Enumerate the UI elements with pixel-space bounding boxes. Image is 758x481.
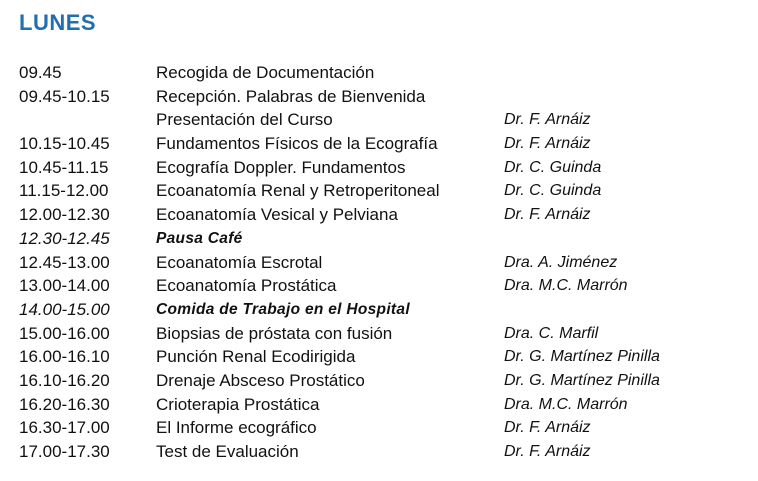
- time-slot: 12.45-13.00: [19, 252, 110, 272]
- schedule-row: [19, 274, 739, 298]
- break-title: Comida de Trabajo en el Hospital: [156, 300, 410, 318]
- schedule-row: [19, 251, 739, 275]
- session-title: Presentación del Curso: [156, 110, 333, 130]
- time-slot: 14.00-15.00: [19, 299, 110, 319]
- speaker-name: Dr. C. Guinda: [504, 158, 602, 176]
- time-slot: 16.00-16.10: [19, 347, 110, 367]
- break-title: Pausa Café: [156, 229, 243, 247]
- time-slot: 16.20-16.30: [19, 394, 110, 414]
- time-slot: 16.10-16.20: [19, 370, 110, 390]
- session-title: Ecoanatomía Prostática: [156, 276, 337, 296]
- time-slot: 11.15-12.00: [19, 181, 109, 201]
- time-slot: 17.00-17.30: [19, 442, 110, 461]
- schedule-row: [19, 393, 739, 417]
- time-slot: 12.00-12.30: [19, 205, 110, 225]
- session-title: Fundamentos Físicos de la Ecografía: [156, 134, 438, 154]
- schedule-row: [19, 61, 739, 85]
- schedule-list: [19, 61, 739, 464]
- time-slot: 13.00-14.00: [19, 276, 110, 296]
- session-title: Ecoanatomía Vesical y Pelviana: [156, 205, 398, 225]
- speaker-name: Dr. C. Guinda: [504, 182, 602, 200]
- session-title: Punción Renal Ecodirigida: [156, 347, 356, 367]
- speaker-name: Dr. G. Martínez Pinilla: [504, 348, 660, 366]
- session-title: Test de Evaluación: [156, 442, 299, 461]
- schedule-break-row: [19, 227, 739, 251]
- session-title: Crioterapia Prostática: [156, 394, 320, 414]
- speaker-name: Dra. M.C. Marrón: [504, 395, 628, 413]
- schedule-row: [19, 108, 739, 132]
- time-slot: 09.45-10.15: [19, 86, 110, 106]
- speaker-name: Dr. F. Arnáiz: [504, 419, 591, 437]
- schedule-row: [19, 179, 739, 203]
- time-slot: 15.00-16.00: [19, 323, 110, 343]
- schedule-row: [19, 85, 739, 109]
- schedule-row: [19, 322, 739, 346]
- speaker-name: Dra. C. Marfil: [504, 324, 599, 342]
- speaker-name: Dr. F. Arnáiz: [504, 206, 591, 224]
- speaker-name: Dr. F. Arnáiz: [504, 111, 591, 129]
- schedule-row: [19, 132, 739, 156]
- schedule-break-row: [19, 298, 739, 322]
- session-title: Drenaje Absceso Prostático: [156, 370, 365, 390]
- time-slot: 09.45: [19, 63, 62, 82]
- speaker-name: Dr. F. Arnáiz: [504, 443, 591, 460]
- time-slot: 16.30-17.00: [19, 418, 110, 438]
- speaker-name: Dr. G. Martínez Pinilla: [504, 371, 660, 389]
- schedule-row: [19, 369, 739, 393]
- session-title: Ecoanatomía Renal y Retroperitoneal: [156, 181, 440, 201]
- schedule-row: [19, 156, 739, 180]
- session-title: Ecografía Doppler. Fundamentos: [156, 157, 406, 177]
- session-title: El Informe ecográfico: [156, 418, 317, 438]
- session-title: Recepción. Palabras de Bienvenida: [156, 86, 426, 106]
- time-slot: 10.45-11.15: [19, 157, 109, 177]
- schedule-row: [19, 203, 739, 227]
- day-title: LUNES: [19, 10, 97, 35]
- schedule-row: [19, 416, 739, 440]
- time-slot: 12.30-12.45: [19, 228, 110, 248]
- schedule-row: [19, 440, 739, 464]
- speaker-name: Dr. F. Arnáiz: [504, 135, 591, 153]
- speaker-name: Dra. M.C. Marrón: [504, 277, 628, 295]
- speaker-name: Dra. A. Jiménez: [504, 253, 618, 271]
- session-title: Recogida de Documentación: [156, 63, 375, 82]
- session-title: Biopsias de próstata con fusión: [156, 323, 393, 343]
- time-slot: 10.15-10.45: [19, 134, 110, 154]
- schedule-row: [19, 345, 739, 369]
- session-title: Ecoanatomía Escrotal: [156, 252, 323, 272]
